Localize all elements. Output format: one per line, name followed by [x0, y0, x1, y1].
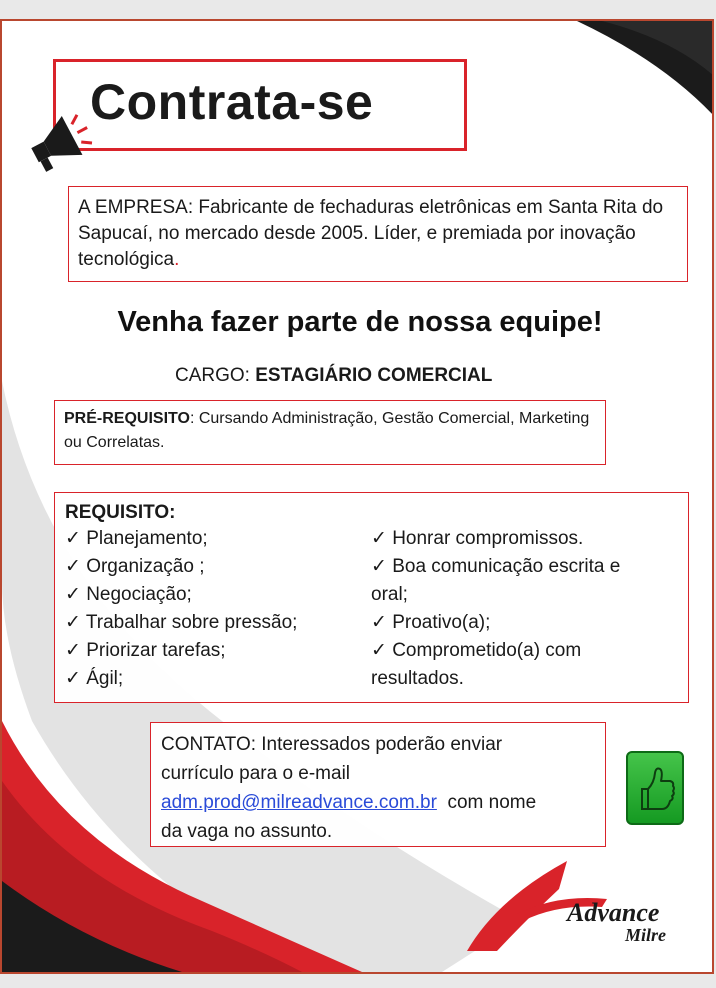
email-link[interactable]: adm.prod@milreadvance.com.br [161, 792, 437, 813]
prerequisite-box [54, 400, 606, 465]
contact-line-2: currículo para o e-mail [161, 763, 351, 784]
requirement-item: ✓ Boa comunicação escrita e [371, 556, 621, 577]
logo-main-text: Advance [567, 898, 660, 927]
cargo-line [175, 365, 492, 387]
requirement-item: ✓ Planejamento; [65, 528, 208, 549]
company-dot: . [174, 249, 180, 270]
logo-sub-text: Milre [625, 925, 667, 945]
contact-line-4: da vaga no assunto. [161, 821, 333, 842]
flyer-page [0, 19, 714, 974]
thumbs-up-icon [626, 751, 684, 825]
company-description [68, 186, 688, 282]
contact-line-3-suffix: com nome [436, 792, 537, 813]
headline: Venha fazer parte de nossa equipe! [117, 306, 603, 338]
company-text: A EMPRESA: Fabricante de fechaduras eletrônicas em Santa Rita do Sapucaí, no mercado desde 2005. Líder, e premiada por inovação tecnológica [78, 197, 664, 270]
prerequisite-label: PRÉ-REQUISITO [64, 410, 190, 427]
requirement-item: ✓ Proativo(a); [371, 612, 491, 633]
requirements-left-column [65, 525, 365, 693]
advance-milre-logo [457, 859, 697, 959]
page-title: Contrata-se [90, 74, 374, 130]
requirements-box [54, 492, 689, 703]
contact-line-1: CONTATO: Interessados poderão enviar [161, 734, 503, 755]
requirement-item: ✓ Organização ; [65, 556, 205, 577]
requirement-item: ✓ Priorizar tarefas; [65, 640, 226, 661]
requirement-item: ✓ Trabalhar sobre pressão; [65, 612, 298, 633]
cargo-value: ESTAGIÁRIO COMERCIAL [255, 365, 493, 386]
prerequisite-text: : Cursando Administração, Gestão Comercial, Marketing ou Correlatas. [64, 410, 590, 451]
requirement-item: resultados. [371, 668, 464, 689]
requirement-item: ✓ Comprometido(a) com [371, 640, 582, 661]
requirement-item: ✓ Ágil; [65, 668, 124, 689]
requirement-item: ✓ Negociação; [65, 584, 192, 605]
requirements-title: REQUISITO: [65, 502, 176, 523]
requirement-item: oral; [371, 584, 408, 605]
cargo-label: CARGO: [175, 365, 256, 386]
requirement-item: ✓ Honrar compromissos. [371, 528, 584, 549]
contact-box [150, 722, 606, 847]
megaphone-icon [26, 111, 98, 173]
requirements-right-column [371, 525, 671, 693]
